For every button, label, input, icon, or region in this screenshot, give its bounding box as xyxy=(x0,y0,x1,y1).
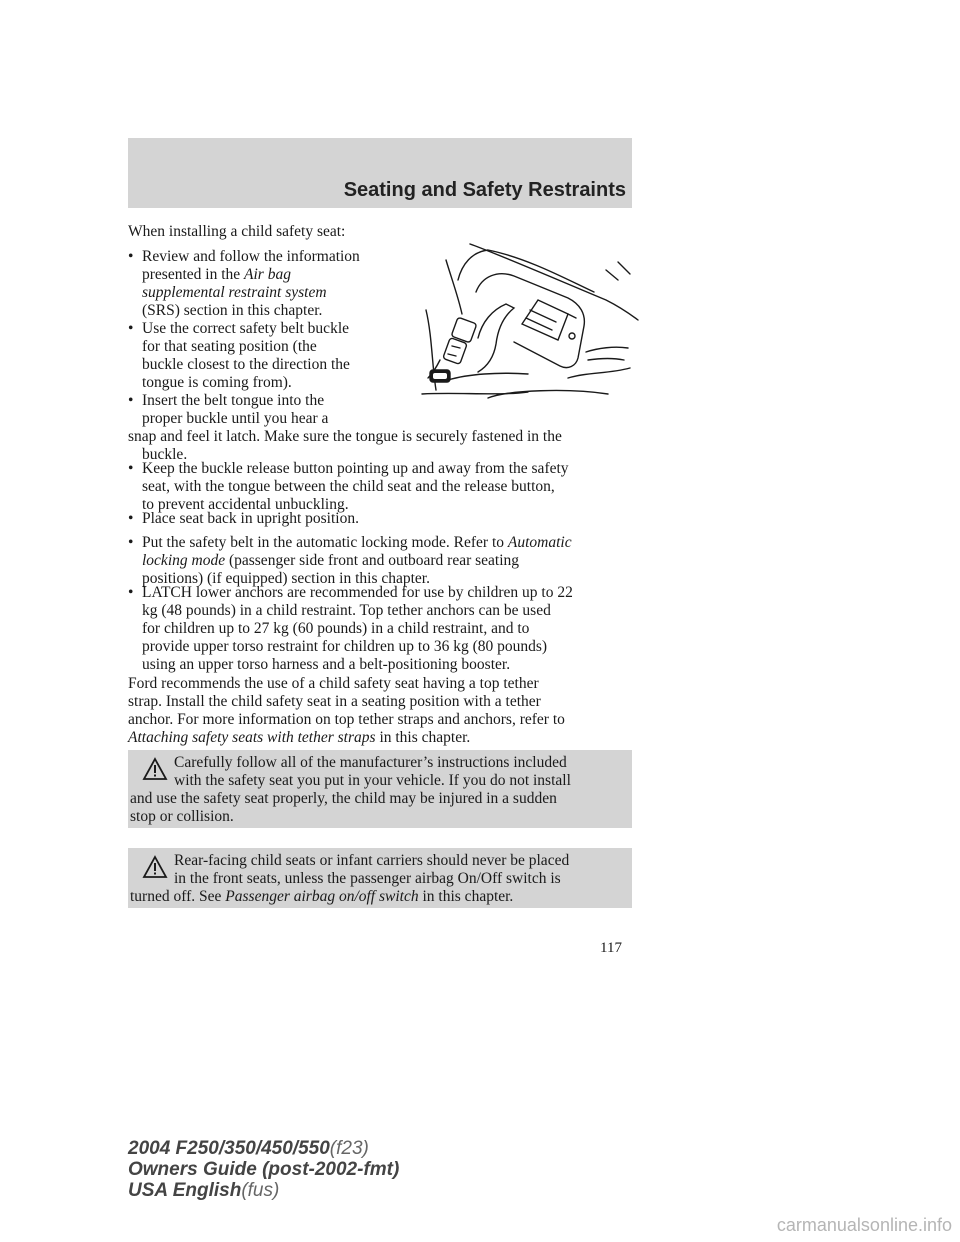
warning-line: in the front seats, unless the passenger airbag On/Off switch is xyxy=(174,870,561,887)
warning-line xyxy=(130,888,513,906)
warning-triangle-icon xyxy=(142,757,168,781)
section-title: Seating and Safety Restraints xyxy=(343,179,626,201)
tether-straps-reference: Attaching safety seats with tether straps xyxy=(128,729,376,746)
watermark: carmanualsonline.info xyxy=(776,1215,952,1235)
bullet-line: proper buckle until you hear a xyxy=(142,410,329,427)
warning-triangle-icon xyxy=(142,855,168,879)
header-band xyxy=(128,138,632,208)
airbag-switch-reference: Passenger airbag on/off switch xyxy=(225,888,419,905)
warning-box-manufacturer xyxy=(128,750,632,828)
srs-reference: supplemental restraint system xyxy=(142,284,327,301)
paragraph-line: anchor. For more information on top tether straps and anchors, refer to xyxy=(128,711,565,728)
warning-line: stop or collision. xyxy=(130,808,234,825)
locking-mode-reference: locking mode xyxy=(142,552,226,569)
bullet-line: (SRS) section in this chapter. xyxy=(142,302,323,319)
airbag-reference: Air bag xyxy=(244,266,291,283)
footer-language-code: (fus) xyxy=(241,1180,280,1201)
bullet-insert-tongue: • Insert the belt tongue into the proper buckle until you hear a snap and feel it latch. Make sure the tongue is securely fastened in the buckle. xyxy=(128,392,562,463)
footer-language: USA English xyxy=(128,1180,242,1201)
warning-line: Rear-facing child seats or infant carriers should never be placed xyxy=(174,852,570,869)
paragraph-line: in this chapter. xyxy=(379,729,471,746)
bullet-line: Place seat back in upright position. xyxy=(142,510,359,527)
bullet-line: provide upper torso restraint for children up to 36 kg (80 pounds) xyxy=(142,638,548,655)
paragraph-line: strap. Install the child safety seat in a seating position with a tether xyxy=(128,693,541,710)
warning-line: Carefully follow all of the manufacturer’s instructions included xyxy=(174,754,567,771)
footer-model: 2004 F250/350/450/550 xyxy=(128,1138,330,1159)
bullet-line: Review and follow the information xyxy=(142,248,360,265)
ford-recommendation-paragraph xyxy=(128,675,565,747)
bullet-review-info: • Review and follow the information presented in the Air bag supplemental restraint system (SRS) section in this chapter. xyxy=(128,248,360,319)
bullet-line: (passenger side front and outboard rear seating xyxy=(228,552,520,569)
bullet-seat-upright: • Place seat back in upright position. xyxy=(128,510,359,527)
bullet-line: tongue is coming from). xyxy=(142,374,292,391)
bullet-line: Insert the belt tongue into the xyxy=(142,392,325,409)
seat-belt-buckle-illustration xyxy=(418,240,640,402)
automatic-reference: Automatic xyxy=(507,534,572,551)
bullet-line: buckle closest to the direction the xyxy=(142,356,350,373)
footer-document-info xyxy=(128,1138,399,1201)
page-number: 117 xyxy=(600,940,622,956)
bullet-line: snap and feel it latch. Make sure the tongue is securely fastened in the xyxy=(128,428,562,445)
bullet-line: for children up to 27 kg (60 pounds) in a child restraint, and to xyxy=(142,620,530,637)
intro-text: When installing a child safety seat: xyxy=(128,223,346,240)
bullet-line: for that seating position (the xyxy=(142,338,317,355)
bullet-automatic-locking: • Put the safety belt in the automatic locking mode. Refer to Automatic locking mode (passenger side front and outboard rear seating positions) (if equipped) section in this chapter. xyxy=(128,534,572,587)
footer-guide-name: Owners Guide (post-2002-fmt) xyxy=(128,1159,400,1180)
bullet-line: kg (48 pounds) in a child restraint. Top tether anchors can be used xyxy=(142,602,551,619)
bullet-line: Keep the buckle release button pointing up and away from the safety xyxy=(142,460,569,477)
bullet-latch-anchors: • LATCH lower anchors are recommended for use by children up to 22 kg (48 pounds) in a child restraint. Top tether anchors can be used for children up to 27 kg (60 pounds) in a child restraint, and to provide upper torso restraint for children up to 36 kg (80 pounds) using an upper torso harness and a belt-positioning booster. xyxy=(128,584,573,673)
bullet-line: Put the safety belt in the automatic locking mode. Refer to xyxy=(142,534,505,551)
bullet-line: Use the correct safety belt buckle xyxy=(142,320,350,337)
bullet-line: to prevent accidental unbuckling. xyxy=(142,496,349,513)
bullet-line: seat, with the tongue between the child seat and the release button, xyxy=(142,478,555,495)
bullet-release-button: • Keep the buckle release button pointing up and away from the safety seat, with the tongue between the child seat and the release button, to prevent accidental unbuckling. xyxy=(128,460,569,513)
warning-text: turned off. See xyxy=(130,888,222,905)
bullet-line: buckle. xyxy=(142,446,188,463)
warning-line: with the safety seat you put in your vehicle. If you do not install xyxy=(174,772,571,789)
warning-box-rear-facing xyxy=(128,848,632,908)
bullet-line: presented in the xyxy=(142,266,241,283)
warning-line: and use the safety seat properly, the child may be injured in a sudden xyxy=(130,790,557,807)
footer-model-code: (f23) xyxy=(329,1138,369,1159)
bullet-line: using an upper torso harness and a belt-positioning booster. xyxy=(142,656,511,673)
bullet-line: LATCH lower anchors are recommended for use by children up to 22 xyxy=(142,584,573,601)
bullet-correct-buckle: • Use the correct safety belt buckle for that seating position (the buckle closest to the direction the tongue is coming from). xyxy=(128,320,350,391)
warning-text: in this chapter. xyxy=(422,888,514,905)
paragraph-line: Ford recommends the use of a child safety seat having a top tether xyxy=(128,675,539,692)
bullet-line: positions) (if equipped) section in this chapter. xyxy=(142,570,430,587)
